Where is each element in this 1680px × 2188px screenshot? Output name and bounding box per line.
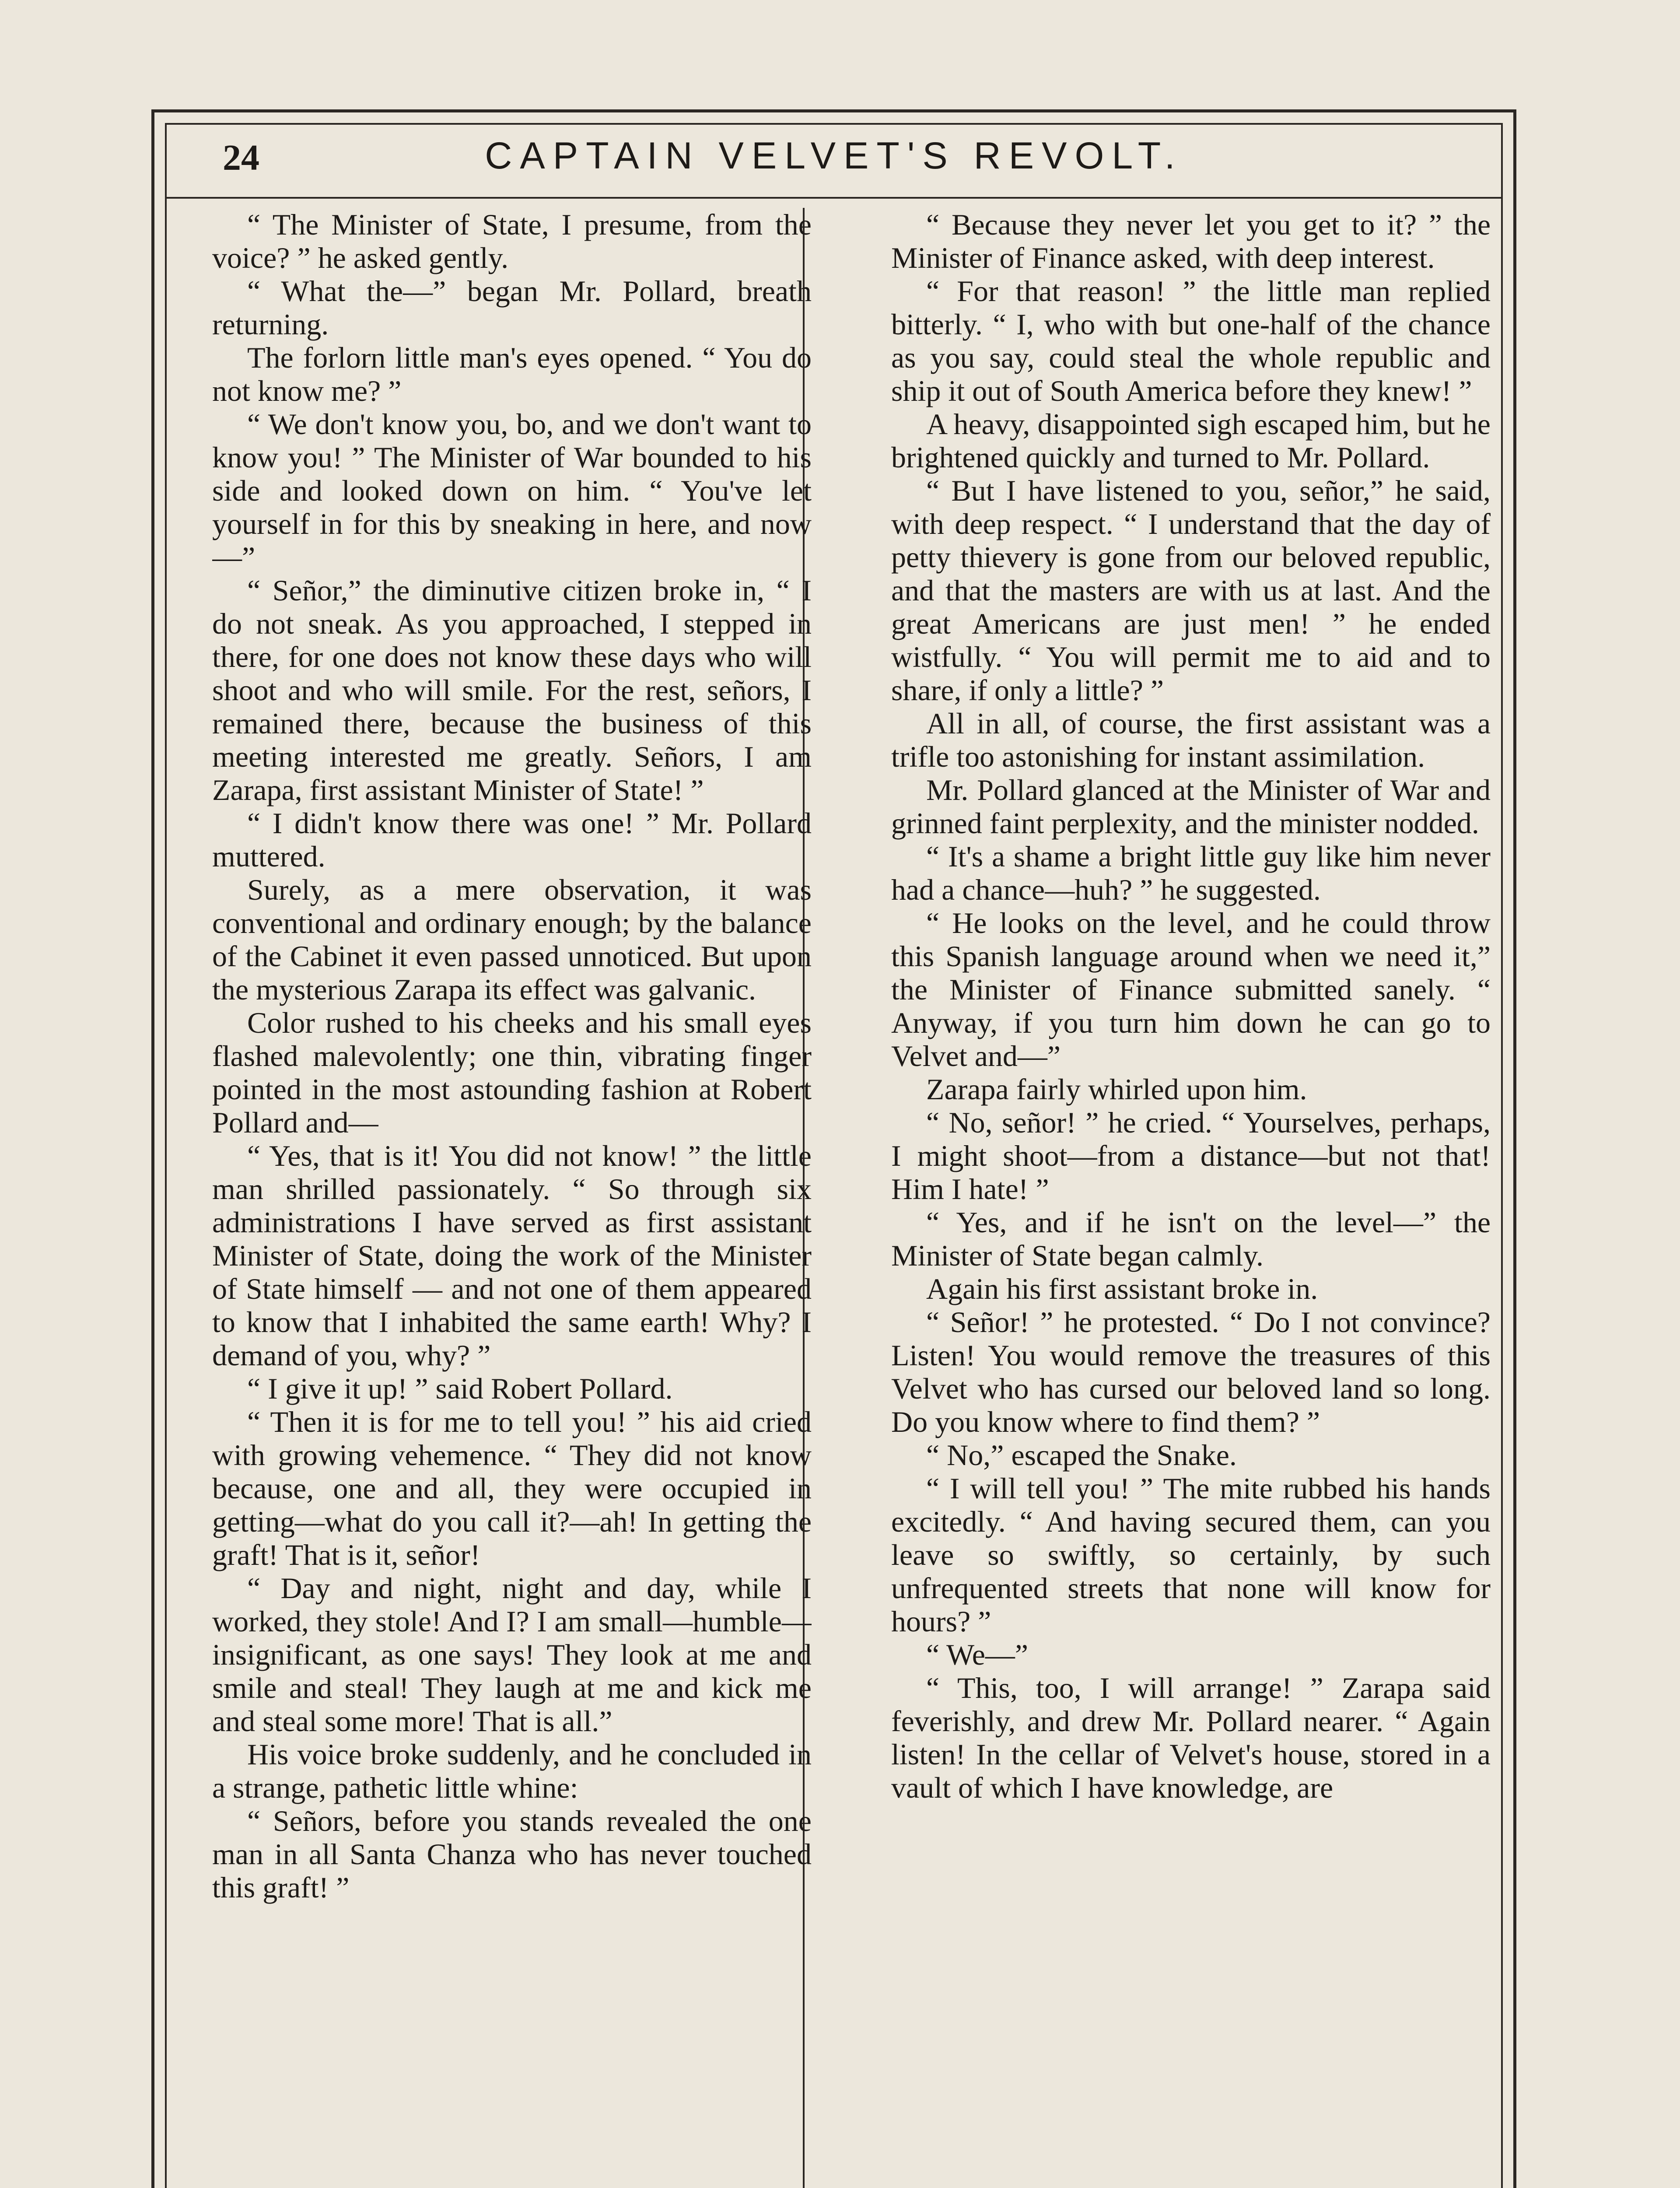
paragraph: “ No, señor! ” he cried. “ Yourselves, perhaps, I might shoot—from a distance—but not that! Him I hate! ”: [891, 1106, 1491, 1206]
paragraph: “ We don't know you, bo, and we don't want to know you! ” The Minister of War bounded to his side and looked down on him. “ You've let yourself in for this by sneaking in here, and now—”: [212, 407, 812, 574]
paragraph: Surely, as a mere observation, it was conventional and ordinary enough; by the balance of the Cabinet it even passed unnoticed. But upon the mysterious Zarapa its effect was galvanic.: [212, 873, 812, 1006]
paragraph: “ Yes, that is it! You did not know! ” the little man shrilled passionately. “ So through six administrations I have served as first assistant Minister of State, doing the work of the Minister of State himself — and not one of them appeared to know that I inhabited the same earth! Why? I demand of you, why? ”: [212, 1139, 812, 1372]
paragraph: Mr. Pollard glanced at the Minister of War and grinned faint perplexity, and the minister nodded.: [891, 773, 1491, 840]
paragraph: “ We—”: [926, 1638, 1029, 1671]
paragraph: “ I didn't know there was one! ” Mr. Pollard muttered.: [212, 806, 812, 873]
paragraph: “ For that reason! ” the little man replied bitterly. “ I, who with but one-half of the chance as you say, could steal the whole republic and ship it out of South America before they knew! ”: [891, 274, 1491, 407]
paragraph: “ Day and night, night and day, while I worked, they stole! And I? I am small—humble—insignificant, as one says! They look at me and smile and steal! They laugh at me and kick me and steal some more! That is all.”: [212, 1571, 812, 1738]
paragraph: “ The Minister of State, I presume, from the voice? ” he asked gently.: [212, 208, 812, 274]
left-column: [212, 208, 812, 2188]
paragraph: “ Then it is for me to tell you! ” his aid cried with growing vehemence. “ They did not know because, one and all, they were occupied in getting—what do you call it?—ah! In getting the graft! That is it, señor!: [212, 1405, 812, 1571]
paragraph: “ But I have listened to you, señor,” he said, with deep respect. “ I understand that the day of petty thievery is gone from our beloved republic, and that the masters are with us at last. And the great Americans are just men! ” he ended wistfully. “ You will permit me to aid and to share, if only a little? ”: [891, 474, 1491, 707]
paragraph: “ I will tell you! ” The mite rubbed his hands excitedly. “ And having secured them, can you leave so swiftly, so certainly, by such unfrequented streets that none will know for hours? ”: [891, 1472, 1491, 1638]
paragraph: Color rushed to his cheeks and his small eyes flashed malevolently; one thin, vibrating finger pointed in the most astounding fashion at Robert Pollard and—: [212, 1006, 812, 1139]
paragraph: “ Yes, and if he isn't on the level—” the Minister of State began calmly.: [891, 1206, 1491, 1272]
paragraph: Again his first assistant broke in.: [926, 1272, 1318, 1305]
page-border: [151, 109, 1516, 2188]
paragraph: A heavy, disappointed sigh escaped him, but he brightened quickly and turned to Mr. Pollard.: [891, 407, 1491, 474]
paragraph: Zarapa fairly whirled upon him.: [926, 1073, 1307, 1106]
inner-border: [165, 123, 1503, 2188]
paragraph: “ What the—” began Mr. Pollard, breath returning.: [212, 274, 812, 341]
running-title: CAPTAIN VELVET'S REVOLT.: [485, 135, 1183, 177]
paragraph: All in all, of course, the first assistant was a trifle too astonishing for instant assimilation.: [891, 707, 1491, 773]
paragraph: “ Señors, before you stands revealed the one man in all Santa Chanza who has never touched this graft! ”: [212, 1804, 812, 1904]
page-header: [167, 125, 1501, 199]
paragraph: “ This, too, I will arrange! ” Zarapa said feverishly, and drew Mr. Pollard nearer. “ Again listen! In the cellar of Velvet's house, stored in a vault of which I have knowledge, are: [891, 1671, 1491, 1804]
paragraph: “ It's a shame a bright little guy like him never had a chance—huh? ” he suggested.: [891, 840, 1491, 906]
paragraph: “ Señor! ” he protested. “ Do I not convince? Listen! You would remove the treasures of this Velvet who has cursed our beloved land so long. Do you know where to find them? ”: [891, 1305, 1491, 1438]
text-columns: [212, 208, 1491, 2188]
paragraph: “ He looks on the level, and he could throw this Spanish language around when we need it,” the Minister of Finance submitted sanely. “ Anyway, if you turn him down he can go to Velvet and—”: [891, 906, 1491, 1073]
right-column: [891, 208, 1491, 2188]
paragraph: His voice broke suddenly, and he concluded in a strange, pathetic little whine:: [212, 1738, 812, 1804]
paragraph: “ I give it up! ” said Robert Pollard.: [247, 1372, 673, 1405]
page-number: 24: [223, 137, 259, 178]
paragraph: “ Because they never let you get to it? ” the Minister of Finance asked, with deep interest.: [891, 208, 1491, 274]
paragraph: “ Señor,” the diminutive citizen broke in, “ I do not sneak. As you approached, I stepped in there, for one does not know these days who will shoot and who will smile. For the rest, señors, I remained there, because the business of this meeting interested me greatly. Señors, I am Zarapa, first assistant Minister of State! ”: [212, 574, 812, 806]
paragraph: The forlorn little man's eyes opened. “ You do not know me? ”: [212, 341, 812, 407]
paragraph: “ No,” escaped the Snake.: [926, 1438, 1237, 1472]
